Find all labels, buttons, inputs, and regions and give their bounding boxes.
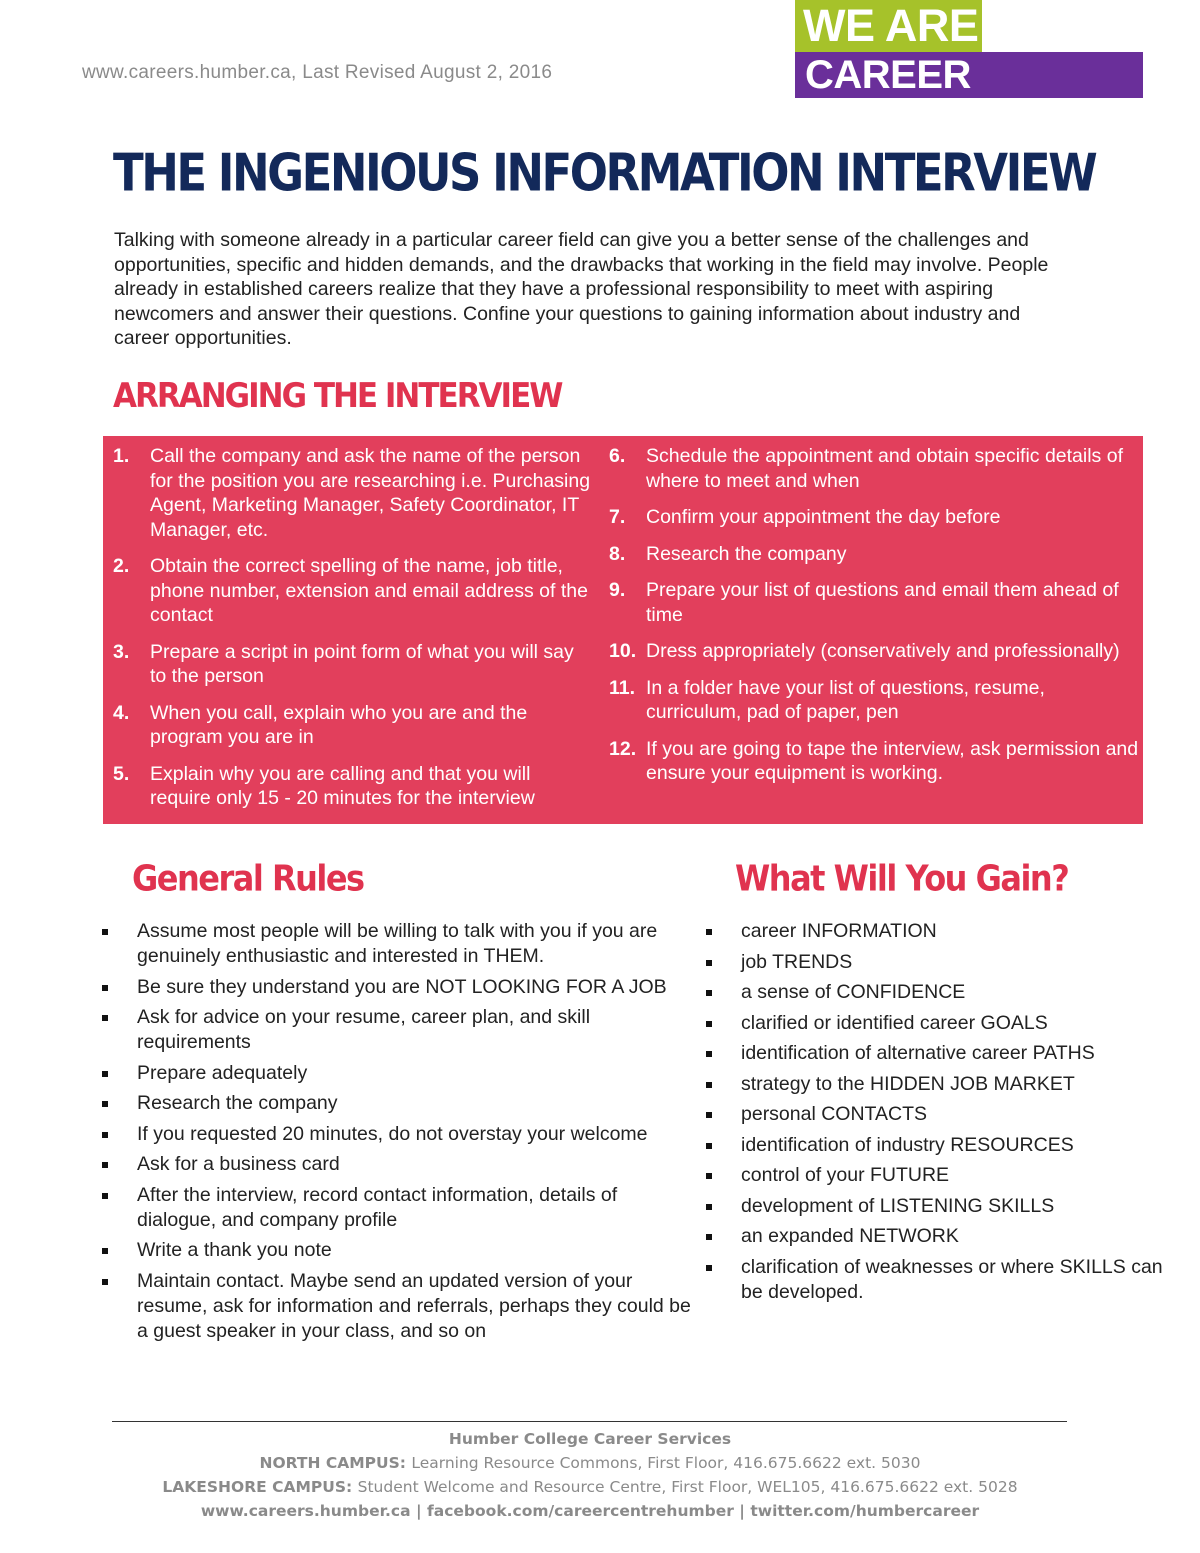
steps-right-column — [609, 444, 1139, 798]
list-item-text: Prepare adequately — [137, 1061, 308, 1084]
list-item-text: Maintain contact. Maybe send an updated version of your resume, ask for information and referrals, perhaps they could be a guest speaker in your class, and so on — [137, 1269, 691, 1342]
footer — [0, 1427, 1180, 1523]
gain-list — [704, 919, 1174, 1310]
list-item-text: personal CONTACTS — [741, 1103, 928, 1125]
step-text: Explain why you are calling and that you will require only 15 - 20 minutes for the interview — [150, 762, 535, 809]
steps-left-column — [113, 444, 593, 823]
step-text: Research the company — [646, 542, 847, 565]
list-item-text: Ask for advice on your resume, career plan, and skill requirements — [137, 1006, 591, 1053]
bullet-icon — [706, 1082, 712, 1088]
gain-heading: What Will You Gain? — [735, 857, 1069, 900]
list-item — [704, 1041, 1174, 1066]
step-number: 3. — [113, 640, 130, 663]
logo-line-2: CAREER SERVICES — [795, 52, 1143, 98]
step-text: Prepare a script in point form of what you will say to the person — [150, 640, 574, 687]
footer-org: Humber College Career Services — [448, 1430, 732, 1448]
bullet-icon — [706, 1173, 712, 1179]
bullet-icon — [102, 1071, 108, 1077]
list-item — [704, 950, 1174, 975]
arranging-steps-box — [103, 436, 1143, 824]
bullet-icon — [102, 985, 108, 991]
step-number: 10. — [609, 640, 637, 662]
step-item — [609, 676, 1139, 725]
bullet-icon — [102, 1162, 108, 1168]
list-item-text: If you requested 20 minutes, do not overstay your welcome — [137, 1122, 648, 1145]
bullet-icon — [706, 1021, 712, 1027]
list-item-text: clarified or identified career GOALS — [741, 1011, 1048, 1034]
list-item — [100, 1269, 700, 1344]
list-item-text: control of your FUTURE — [741, 1164, 950, 1186]
list-item-text: identification of alternative career PATHS — [741, 1042, 1095, 1064]
step-item — [113, 701, 593, 750]
list-item — [704, 919, 1174, 944]
step-text: Obtain the correct spelling of the name, job title, phone number, extension and email address of the contact — [150, 555, 588, 626]
step-item — [609, 542, 1139, 567]
list-item — [100, 1005, 700, 1055]
general-rules-heading: General Rules — [132, 857, 364, 900]
list-item — [100, 1152, 700, 1177]
bullet-icon — [706, 1143, 712, 1149]
list-item — [704, 1011, 1174, 1036]
general-rules-list — [100, 919, 700, 1349]
step-number: 9. — [609, 579, 626, 601]
bullet-icon — [706, 1204, 712, 1210]
arranging-heading: ARRANGING THE INTERVIEW — [113, 376, 562, 416]
bullet-icon — [706, 1234, 712, 1240]
bullet-icon — [706, 960, 712, 966]
step-item — [609, 444, 1139, 493]
list-item-text: Assume most people will be willing to talk with you if you are genuinely enthusiastic and interested in THEM. — [137, 920, 658, 967]
step-text: If you are going to tape the interview, ask permission and ensure your equipment is working. — [646, 737, 1139, 784]
list-item-text: development of LISTENING SKILLS — [741, 1194, 1055, 1217]
list-item-text: Research the company — [137, 1092, 338, 1114]
list-item — [100, 975, 700, 1000]
step-item — [113, 640, 593, 689]
list-item-text: Write a thank you note — [137, 1239, 332, 1261]
step-item — [113, 762, 593, 811]
list-item — [100, 1091, 700, 1116]
step-number: 6. — [609, 445, 626, 467]
list-item — [704, 1133, 1174, 1158]
bullet-icon — [102, 1015, 108, 1021]
bullet-icon — [102, 1132, 108, 1138]
list-item — [704, 980, 1174, 1005]
step-item — [113, 554, 593, 628]
career-services-logo — [795, 0, 1143, 143]
list-item-text: job TRENDS — [741, 950, 853, 973]
step-item — [609, 578, 1139, 627]
list-item-text: After the interview, record contact information, details of dialogue, and company profile — [137, 1183, 618, 1231]
bullet-icon — [102, 1248, 108, 1254]
step-number: 4. — [113, 701, 130, 724]
step-number: 1. — [113, 445, 130, 467]
list-item-text: career INFORMATION — [741, 920, 937, 942]
list-item-text: clarification of weaknesses or where SKILLS can be developed. — [741, 1255, 1163, 1303]
bullet-icon — [102, 929, 108, 935]
step-number: 8. — [609, 542, 626, 565]
step-item — [609, 737, 1139, 786]
list-item — [100, 1122, 700, 1147]
footer-north-label: NORTH CAMPUS: — [259, 1454, 406, 1472]
list-item — [100, 1061, 700, 1086]
intro-paragraph: Talking with someone already in a particular career field can give you a better sense of the challenges and opportunities, specific and hidden demands, and the drawbacks that working in the field may involve. People already in established careers realize that they have a professional responsibility to meet with aspiring newcomers and answer their questions. Confine your questions to gaining information about industry and career opportunities. — [114, 229, 1049, 349]
list-item — [704, 1102, 1174, 1127]
step-text: In a folder have your list of questions, resume, curriculum, pad of paper, pen — [646, 676, 1045, 723]
footer-lakeshore-label: LAKESHORE CAMPUS: — [162, 1478, 353, 1496]
footer-lakeshore-value: Student Welcome and Resource Centre, First Floor, WEL105, 416.675.6622 ext. 5028 — [357, 1478, 1018, 1496]
list-item — [704, 1194, 1174, 1219]
step-item — [609, 639, 1139, 664]
header-url: www.careers.humber.ca, Last Revised August 2, 2016 — [82, 62, 553, 83]
logo-line-1: WE ARE — [795, 0, 982, 52]
bullet-icon — [102, 1193, 108, 1199]
list-item-text: an expanded NETWORK — [741, 1225, 959, 1247]
footer-rule — [112, 1421, 1067, 1422]
step-item — [113, 444, 593, 542]
bullet-icon — [706, 1265, 712, 1271]
list-item — [704, 1072, 1174, 1097]
footer-north-value: Learning Resource Commons, First Floor, 416.675.6622 ext. 5030 — [411, 1454, 921, 1472]
step-number: 2. — [113, 555, 130, 577]
list-item — [100, 1183, 700, 1233]
step-number: 11. — [609, 676, 636, 699]
bullet-icon — [706, 929, 712, 935]
bullet-icon — [706, 990, 712, 996]
footer-north-campus — [0, 1451, 1180, 1475]
list-item — [704, 1255, 1174, 1305]
step-number: 7. — [609, 506, 626, 528]
page-title: THE INGENIOUS INFORMATION INTERVIEW — [113, 142, 1096, 203]
step-text: Call the company and ask the name of the person for the position you are researching i.e. Purchasing Agent, Marketing Manager, Safety Coordinator, IT Manager, etc. — [150, 445, 591, 541]
bullet-icon — [706, 1051, 712, 1057]
bullet-icon — [102, 1279, 108, 1285]
footer-links: www.careers.humber.ca | facebook.com/careercentrehumber | twitter.com/humbercareer — [200, 1502, 980, 1520]
list-item — [100, 1238, 700, 1263]
step-text: When you call, explain who you are and the program you are in — [150, 701, 528, 748]
step-text: Prepare your list of questions and email them ahead of time — [646, 579, 1119, 626]
step-text: Dress appropriately (conservatively and professionally) — [646, 640, 1120, 662]
step-item — [609, 505, 1139, 530]
footer-lakeshore-campus — [0, 1475, 1180, 1499]
list-item-text: Be sure they understand you are NOT LOOKING FOR A JOB — [137, 975, 667, 998]
bullet-icon — [102, 1101, 108, 1107]
bullet-icon — [706, 1112, 712, 1118]
list-item — [704, 1224, 1174, 1249]
list-item — [704, 1163, 1174, 1188]
step-number: 5. — [113, 762, 130, 785]
list-item-text: identification of industry RESOURCES — [741, 1133, 1074, 1156]
list-item-text: strategy to the HIDDEN JOB MARKET — [741, 1072, 1075, 1095]
list-item — [100, 919, 700, 969]
step-text: Confirm your appointment the day before — [646, 506, 1001, 528]
list-item-text: a sense of CONFIDENCE — [741, 981, 966, 1003]
step-text: Schedule the appointment and obtain specific details of where to meet and when — [646, 445, 1123, 492]
list-item-text: Ask for a business card — [137, 1153, 340, 1175]
step-number: 12. — [609, 737, 637, 760]
